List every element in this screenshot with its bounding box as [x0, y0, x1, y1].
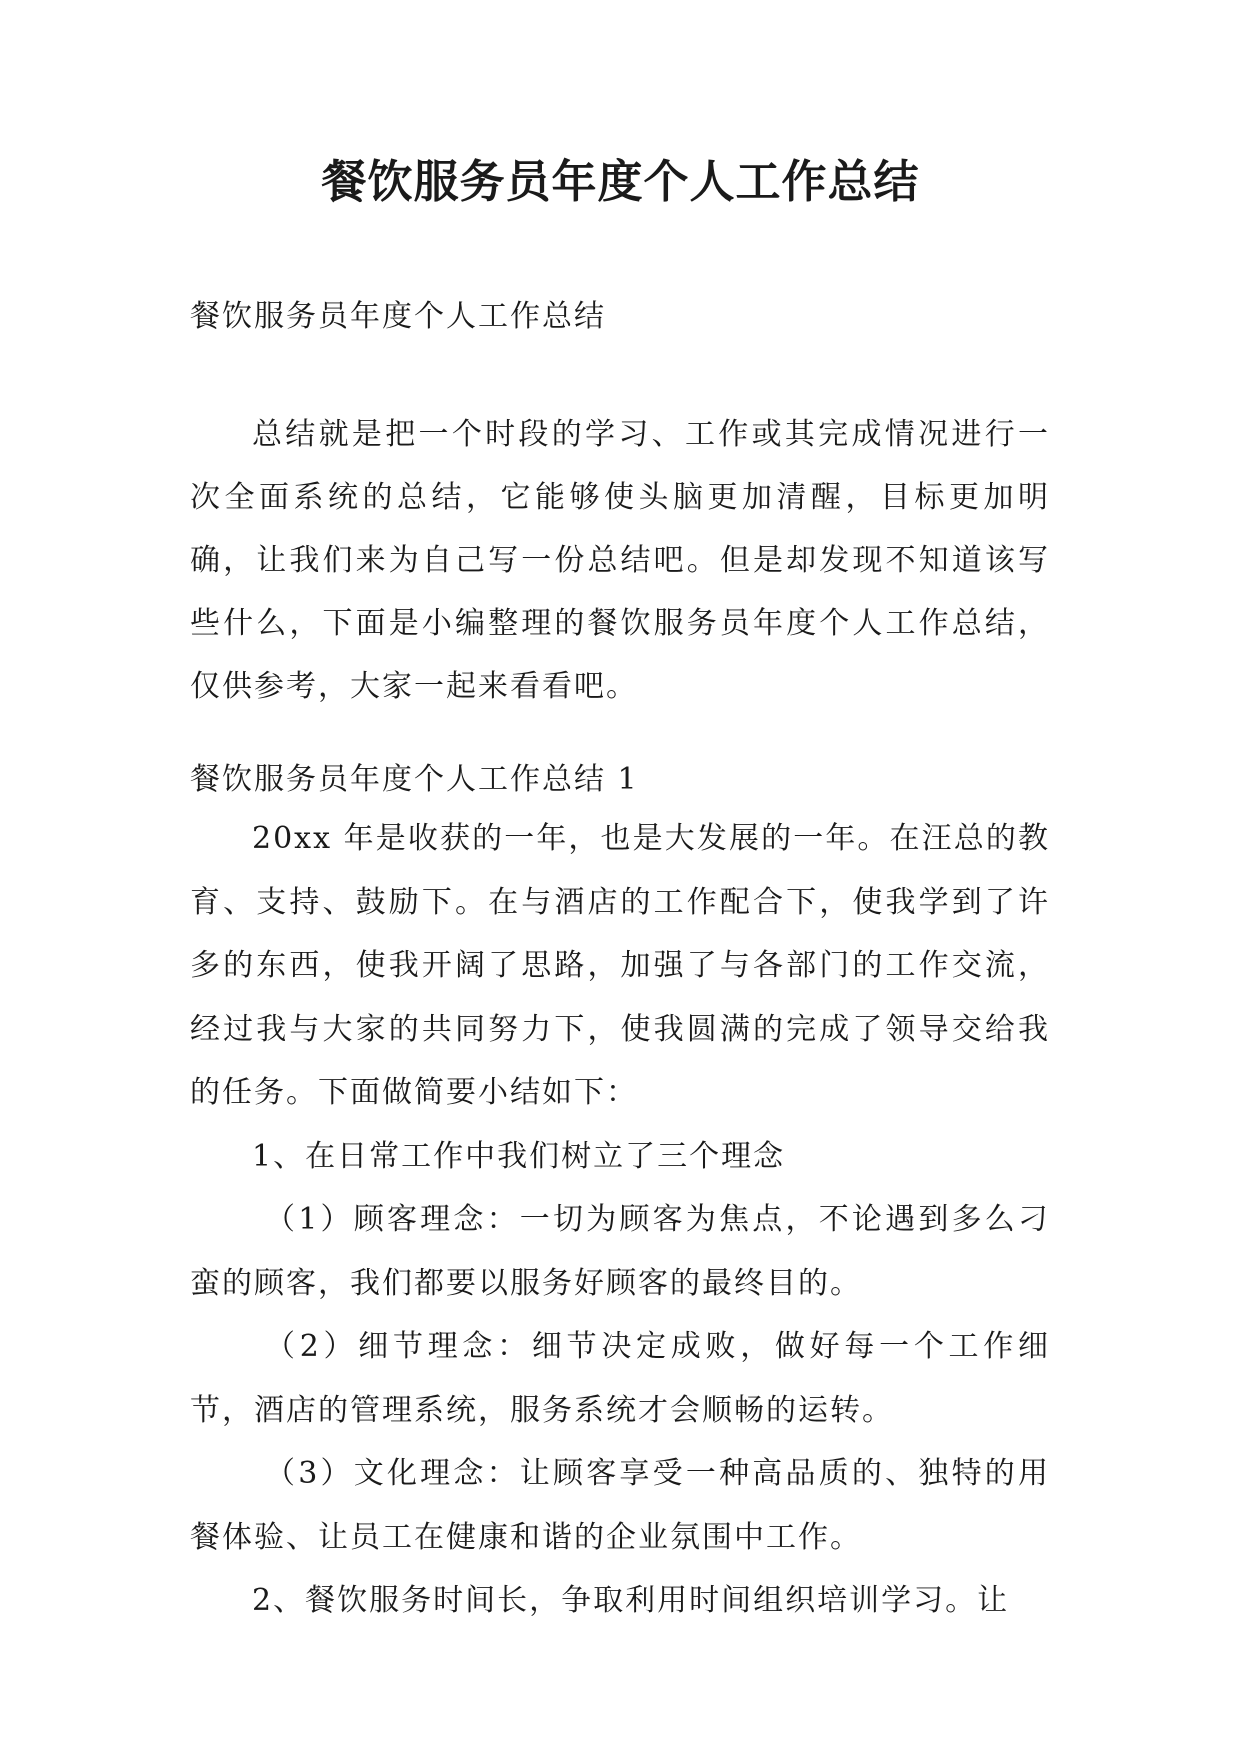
document-subtitle: 餐饮服务员年度个人工作总结 [190, 299, 606, 334]
list-item-paragraph: （2）细节理念：细节决定成败，做好每一个工作细节，酒店的管理系统，服务系统才会顺畅的运转。 [190, 1329, 1050, 1428]
list-item-paragraph: （3）文化理念：让顾客享受一种高品质的、独特的用餐体验、让员工在健康和谐的企业氛围中工作。 [190, 1456, 1050, 1555]
section-body [190, 807, 1050, 1633]
list-item-paragraph: （1）顾客理念：一切为顾客为焦点，不论遇到多么刁蛮的顾客，我们都要以服务好顾客的最终目的。 [190, 1202, 1050, 1301]
intro-section [190, 403, 1050, 718]
body-paragraph: 20xx 年是收获的一年，也是大发展的一年。在汪总的教育、支持、鼓励下。在与酒店的工作配合下，使我学到了许多的东西，使我开阔了思路，加强了与各部门的工作交流，经过我与大家的共同努力下，使我圆满的完成了领导交给我的任务。下面做简要小结如下： [190, 821, 1050, 1110]
intro-paragraph: 总结就是把一个时段的学习、工作或其完成情况进行一次全面系统的总结，它能够使头脑更加清醒，目标更加明确，让我们来为自己写一份总结吧。但是却发现不知道该写些什么，下面是小编整理的餐饮服务员年度个人工作总结，仅供参考，大家一起来看看吧。 [190, 417, 1050, 704]
list-item-heading: 2、餐饮服务时间长，争取利用时间组织培训学习。让 [252, 1583, 1010, 1618]
section-heading: 餐饮服务员年度个人工作总结 1 [190, 762, 639, 797]
document-title: 餐饮服务员年度个人工作总结 [321, 155, 920, 208]
list-item-heading: 1、在日常工作中我们树立了三个理念 [252, 1138, 786, 1174]
